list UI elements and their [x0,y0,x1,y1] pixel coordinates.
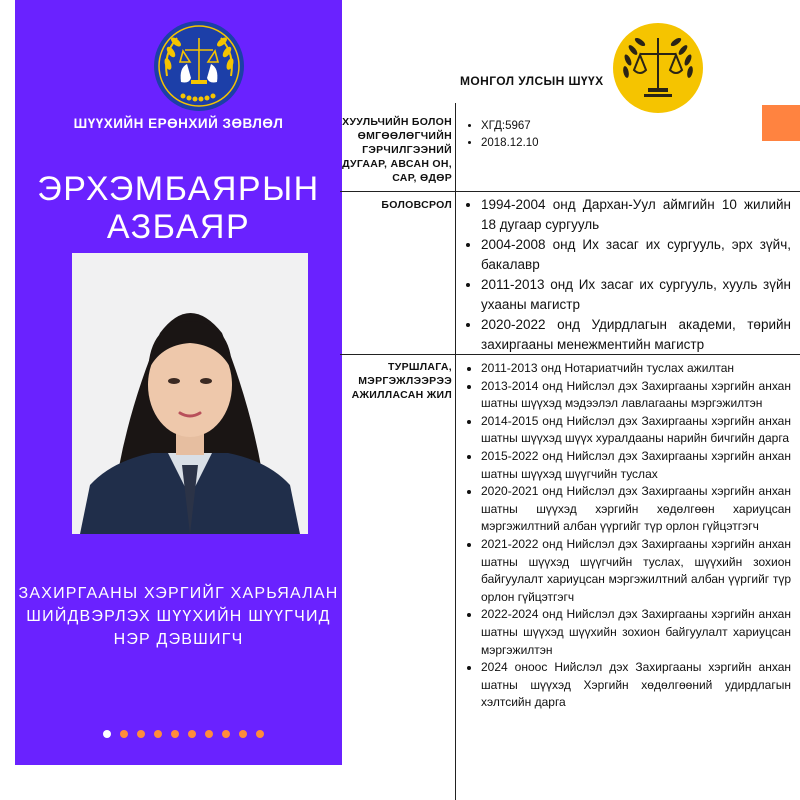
pagination-dot[interactable] [205,730,213,738]
education-list [463,195,791,355]
pagination-dot[interactable] [120,730,128,738]
row-label-experience: ТУРШЛАГА, МЭРГЭЖЛЭЭРЭЭ АЖИЛЛАСАН ЖИЛ [351,361,452,401]
list-item: • 2011-2013 онд Их засаг их сургууль, хууль зүйн ухааны магистр [481,275,791,315]
list-item: • 2014-2015 онд Нийслэл дэх Захиргааны хэргийн анхан шатны шүүхэд шүүх хуралдааны нарийн бичгийн дарга [481,413,791,448]
list-item: • 1994-2004 онд Дархан-Уул аймгийн 10 жилийн 18 дугаар сургууль [481,195,791,235]
judicial-council-emblem-icon [153,20,245,112]
row-divider [340,191,800,192]
pagination-dot[interactable] [256,730,264,738]
left-panel [15,0,342,765]
pagination-dot[interactable] [239,730,247,738]
list-item: • 2024 оноос Нийслэл дэх Захиргааны хэргийн анхан шатны шүүхэд Хэргийн хөдөлгөөний удирдлагын хэлтсийн дарга [481,659,791,712]
candidate-photo [72,253,308,534]
row-label-license: ХУУЛЬЧИЙН БОЛОН ӨМГӨӨЛӨГЧИЙН ГЭРЧИЛГЭЭНИЙ ДУГААР, АВСАН ОН, САР, ӨДӨР [342,116,452,184]
pagination-dot[interactable] [188,730,196,738]
experience-list [463,360,791,712]
carousel-pagination[interactable] [103,730,264,738]
table-vertical-divider [455,103,456,800]
list-item: • 2011-2013 онд Нотариатчийн туслах ажилтан [481,360,791,378]
list-item: • 2021-2022 онд Нийслэл дэх Захиргааны хэргийн анхан шатны шүүхэд шүүгчийн туслах, шүүхийн зохион байгуулалт хариуцсан мэргэжилтний албан үүргийг түр орлон гүйцэтгэгч [481,536,791,606]
pagination-dot[interactable] [103,730,111,738]
candidate-name: ЭРХЭМБАЯРЫН АЗБАЯР [37,170,320,246]
nomination-text: ЗАХИРГААНЫ ХЭРГИЙГ ХАРЬЯАЛАН ШИЙДВЭРЛЭХ ШҮҮХИЙН ШҮҮГЧИД НЭР ДЭВШИГЧ [18,585,339,648]
court-title: МОНГОЛ УЛСЫН ШҮҮХ [460,74,604,88]
court-emblem-icon [612,22,704,114]
pagination-dot[interactable] [154,730,162,738]
council-name: ШҮҮХИЙН ЕРӨНХИЙ ЗӨВЛӨЛ [73,116,284,131]
list-item: • 2004-2008 онд Их засаг их сургууль, эрх зүйч, бакалавр [481,235,791,275]
pagination-dot[interactable] [137,730,145,738]
pagination-dot[interactable] [222,730,230,738]
list-item: • 2020-2022 онд Удирдлагын академи, төрийн захиргааны менежментийн магистр [481,315,791,355]
list-item: • 2022-2024 онд Нийслэл дэх Захиргааны хэргийн анхан шатны шүүхэд шүүхийн зохион байгуулалт хариуцсан мэргэжилтэн [481,606,791,659]
portrait-image [72,253,308,534]
license-list [463,118,791,152]
row-label-education: БОЛОВСРОЛ [381,199,452,211]
list-item: • 2018.12.10 [481,135,791,152]
list-item: • 2015-2022 онд Нийслэл дэх Захиргааны хэргийн анхан шатны шүүхэд шүүгчийн туслах [481,448,791,483]
list-item: • 2013-2014 онд Нийслэл дэх Захиргааны хэргийн анхан шатны шүүхэд мэдээлэл лавлагааны мэргэжилтэн [481,378,791,413]
pagination-dot[interactable] [171,730,179,738]
list-item: • 2020-2021 онд Нийслэл дэх Захиргааны хэргийн анхан шатны шүүхэд хэргийн хөдөлгөөн хариуцсан мэргэжилтний албан үүргийг түр орлон гүйцэтгэгч [481,483,791,536]
list-item: • ХГД:5967 [481,118,791,135]
